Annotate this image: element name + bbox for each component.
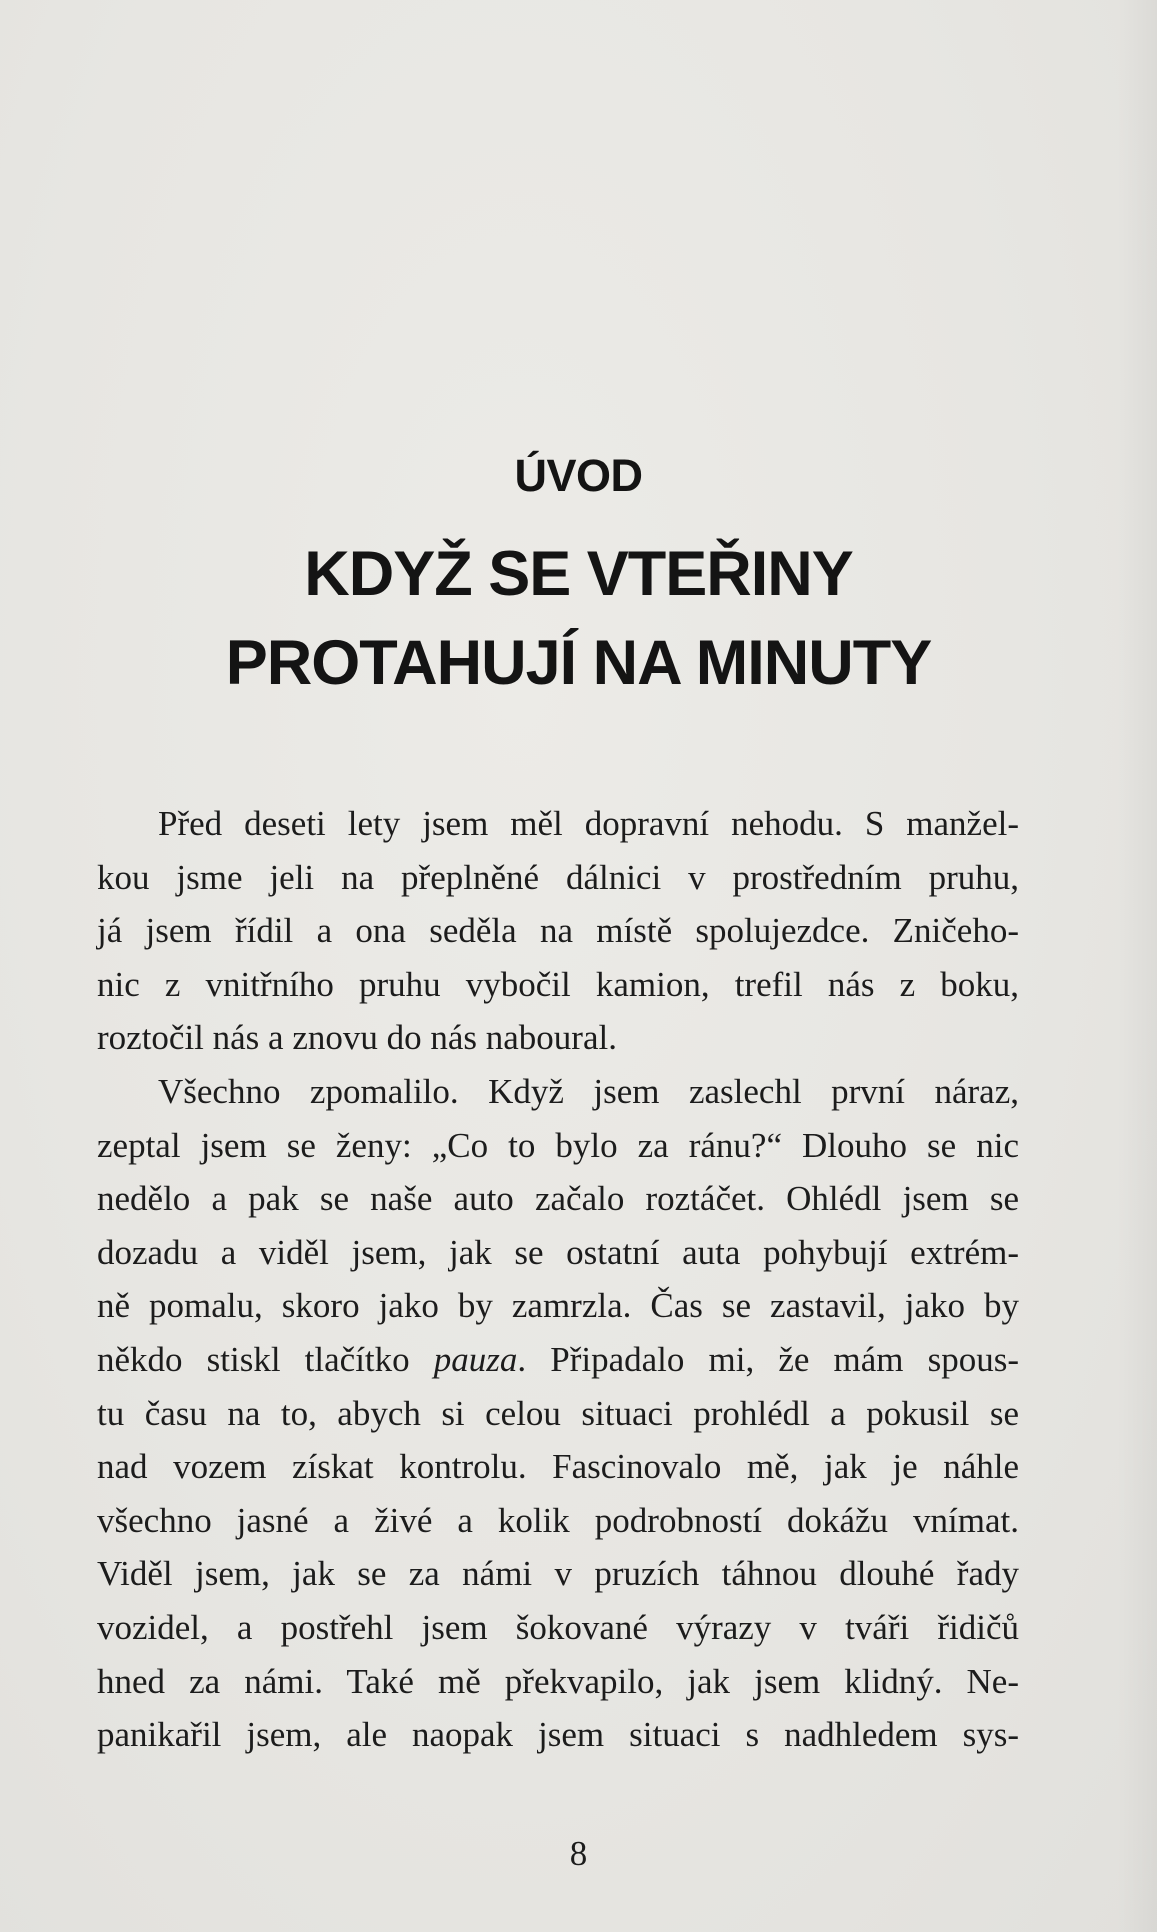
text-line: roztočil nás a znovu do nás naboural.: [97, 1018, 617, 1058]
text-line-with-emphasis: [97, 1333, 1019, 1387]
text-line: vozidel, a postřehl jsem šokované výrazy v tváři řidičů: [97, 1607, 1019, 1647]
text-line: ně pomalu, skoro jako by zamrzla. Čas se zastavil, jako by: [97, 1286, 1019, 1326]
text-line: Viděl jsem, jak se za námi v pruzích táhnou dlouhé řady: [97, 1554, 1019, 1594]
text-segment: někdo stiskl tlačítko: [97, 1339, 434, 1379]
emphasized-word: pauza: [433, 1339, 518, 1379]
text-line: já jsem řídil a ona seděla na místě spolujezdce. Zničeho-: [97, 911, 1019, 951]
text-line: nic z vnitřního pruhu vybočil kamion, trefil nás z boku,: [97, 964, 1019, 1004]
text-line: Všechno zpomalilo. Když jsem zaslechl první náraz,: [158, 1071, 1019, 1111]
text-line: zeptal jsem se ženy: „Co to bylo za ránu?“ Dlouho se nic: [97, 1125, 1019, 1165]
text-line: všechno jasné a živé a kolik podrobností dokážu vnímat.: [97, 1500, 1019, 1540]
text-line: hned za námi. Také mě překvapilo, jak jsem klidný. Ne-: [97, 1661, 1019, 1701]
chapter-title-line-1: KDYŽ SE VTEŘINY: [304, 539, 853, 609]
page-number: 8: [569, 1834, 588, 1873]
chapter-title-line-2: PROTAHUJÍ NA MINUTY: [225, 628, 932, 698]
text-line: Před deseti lety jsem měl dopravní nehodu. S manžel-: [158, 804, 1019, 843]
text-segment: . Připadalo mi, že mám spous-: [517, 1339, 1019, 1379]
text-line: tu času na to, abych si celou situaci prohlédl a pokusil se: [97, 1393, 1019, 1433]
text-line: panikařil jsem, ale naopak jsem situaci s nadhledem sys-: [97, 1715, 1019, 1755]
chapter-label: ÚVOD: [514, 450, 643, 501]
body-text: [97, 797, 1019, 1762]
text-line: nedělo a pak se naše auto začalo roztáčet. Ohlédl jsem se: [97, 1179, 1019, 1219]
chapter-title: [0, 530, 1157, 708]
text-line: dozadu a viděl jsem, jak se ostatní auta pohybují extrém-: [97, 1232, 1019, 1272]
text-line: kou jsme jeli na přeplněné dálnici v prostředním pruhu,: [97, 857, 1019, 897]
text-line: nad vozem získat kontrolu. Fascinovalo mě, jak je náhle: [97, 1447, 1019, 1487]
